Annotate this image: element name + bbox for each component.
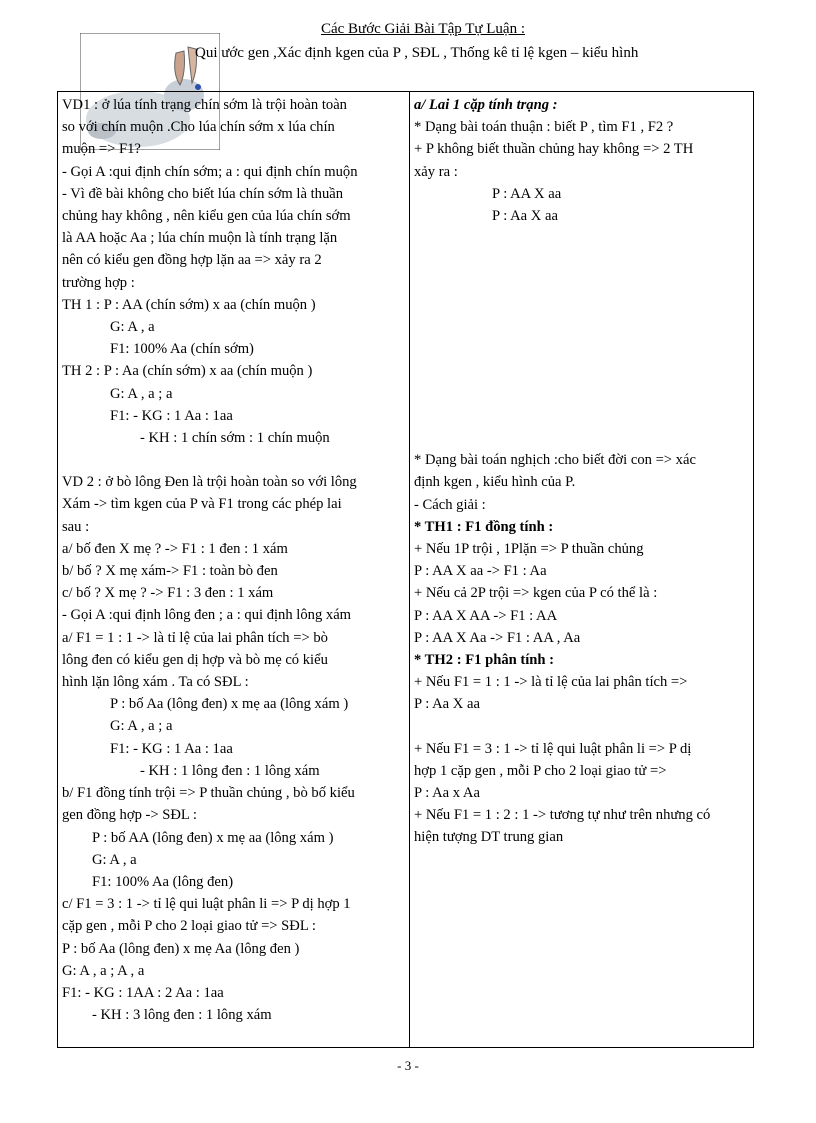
text-line: - Vì đề bài không cho biết lúa chín sớm là thuần: [62, 185, 344, 202]
text-line: P : AA X aa -> F1 : Aa: [414, 563, 547, 580]
text-line: sau :: [62, 518, 90, 535]
page-subtitle: Qui ước gen ,Xác định kgen của P , SĐL , Thống kê tỉ lệ kgen – kiểu hình: [195, 45, 639, 61]
text-line: b/ F1 đồng tính trội => P thuần chủng , bò bố kiểu: [62, 785, 355, 802]
text-line: c/ F1 = 3 : 1 -> tỉ lệ qui luật phân li => P dị hợp 1: [62, 896, 351, 913]
text-line: cặp gen , mỗi P cho 2 loại giao tử => SĐL :: [62, 918, 316, 935]
text-line: hình lặn lông xám . Ta có SĐL :: [62, 674, 249, 691]
example-1: [62, 94, 405, 449]
text-line: P : bố Aa (lông đen) x mẹ Aa (lông đen ): [62, 940, 300, 957]
text-line: + Nếu cả 2P trội => kgen của P có thể là :: [414, 585, 658, 602]
text-line: Xám -> tìm kgen của P và F1 trong các phép lai: [62, 496, 342, 513]
example-2: [62, 471, 405, 1026]
text-line: P : AA X AA -> F1 : AA: [414, 607, 558, 624]
text-line: G: A , a ; a: [110, 385, 173, 402]
text-line: G: A , a: [110, 319, 155, 336]
text-line: G: A , a ; A , a: [62, 962, 145, 979]
text-line: - Gọi A :qui định lông đen ; a : qui định lông xám: [62, 607, 352, 624]
text-line: VD 2 : ở bò lông Đen là trội hoàn toàn so với lông: [62, 474, 357, 491]
text-line: hiện tượng DT trung gian: [414, 829, 564, 846]
text-line: VD1 : ở lúa tính trạng chín sớm là trội hoàn toàn: [62, 97, 347, 113]
text-line: trường hợp :: [62, 274, 135, 291]
text-line: F1: 100% Aa (lông đen): [92, 873, 234, 890]
text-line: so với chín muộn .Cho lúa chín sớm x lúa chín: [62, 119, 335, 136]
text-line: xảy ra :: [414, 163, 458, 180]
left-column: [58, 92, 410, 1048]
text-line: + Nếu F1 = 3 : 1 -> tỉ lệ qui luật phân li => P dị: [414, 740, 692, 757]
text-line: G: A , a: [92, 851, 137, 868]
text-line: TH 1 : P : AA (chín sớm) x aa (chín muộn ): [62, 296, 316, 313]
text-line: F1: - KG : 1AA : 2 Aa : 1aa: [62, 984, 224, 1001]
subsection-title: * TH2 : F1 phân tính :: [414, 652, 555, 669]
text-line: - KH : 1 lông đen : 1 lông xám: [140, 762, 320, 779]
text-line: b/ bố ? X mẹ xám-> F1 : toàn bò đen: [62, 563, 278, 580]
text-line: P : Aa X aa: [492, 208, 558, 225]
text-line: P : AA X aa: [492, 185, 562, 202]
text-line: c/ bố ? X mẹ ? -> F1 : 3 đen : 1 xám: [62, 585, 274, 602]
text-line: a/ bố đen X mẹ ? -> F1 : 1 đen : 1 xám: [62, 540, 288, 557]
text-line: lông đen có kiểu gen dị hợp và bò mẹ có kiểu: [62, 651, 328, 668]
text-line: F1: 100% Aa (chín sớm): [110, 341, 254, 358]
text-line: + Nếu F1 = 1 : 2 : 1 -> tương tự như trên nhưng có: [414, 807, 711, 824]
text-line: P : bố Aa (lông đen) x mẹ aa (lông xám ): [110, 696, 349, 713]
text-line: P : bố AA (lông đen) x mẹ aa (lông xám ): [92, 829, 334, 846]
text-line: là AA hoặc Aa ; lúa chín muộn là tính trạng lặn: [62, 230, 338, 247]
text-line: - KH : 1 chín sớm : 1 chín muộn: [140, 430, 330, 447]
text-line: a/ F1 = 1 : 1 -> là tỉ lệ của lai phân tích => bò: [62, 629, 328, 646]
text-line: F1: - KG : 1 Aa : 1aa: [110, 407, 233, 424]
text-line: chủng hay không , nên kiểu gen của lúa chín sớm: [62, 208, 351, 225]
text-line: muộn => F1?: [62, 141, 141, 158]
text-line: - KH : 3 lông đen : 1 lông xám: [92, 1007, 272, 1024]
page-number: - 3 -: [397, 1058, 419, 1073]
text-line: + Nếu F1 = 1 : 1 -> là tỉ lệ của lai phân tích =>: [414, 674, 688, 691]
text-line: gen đồng hợp -> SĐL :: [62, 807, 197, 824]
subsection-title: * TH1 : F1 đồng tính :: [414, 518, 554, 535]
text-line: G: A , a ; a: [110, 718, 173, 735]
page-title: Các Bước Giải Bài Tập Tự Luận :: [320, 21, 525, 37]
text-line: TH 2 : P : Aa (chín sớm) x aa (chín muộn ): [62, 363, 313, 380]
text-line: F1: - KG : 1 Aa : 1aa: [110, 740, 233, 757]
text-line: - Gọi A :qui định chín sớm; a : qui định chín muộn: [62, 163, 358, 180]
text-line: nên có kiểu gen đồng hợp lặn aa => xảy ra 2: [62, 252, 322, 269]
text-line: P : Aa X aa: [414, 696, 480, 713]
text-line: * Dạng bài toán thuận : biết P , tìm F1 , F2 ?: [414, 119, 674, 136]
text-line: P : Aa x Aa: [414, 785, 480, 802]
text-line: P : AA X Aa -> F1 : AA , Aa: [414, 629, 581, 646]
text-line: + P không biết thuần chủng hay không => 2 TH: [414, 141, 694, 158]
text-line: + Nếu 1P trội , 1Plặn => P thuần chủng: [414, 541, 644, 558]
section-title: a/ Lai 1 cặp tính trạng :: [414, 97, 558, 113]
text-line: hợp 1 cặp gen , mỗi P cho 2 loại giao tử =>: [414, 762, 667, 779]
content-table: [57, 91, 754, 1048]
right-column: [410, 92, 754, 1048]
text-line: * Dạng bài toán nghịch :cho biết đời con => xác: [414, 452, 696, 469]
text-line: - Cách giải :: [414, 496, 486, 513]
text-line: định kgen , kiểu hình của P.: [414, 474, 576, 491]
